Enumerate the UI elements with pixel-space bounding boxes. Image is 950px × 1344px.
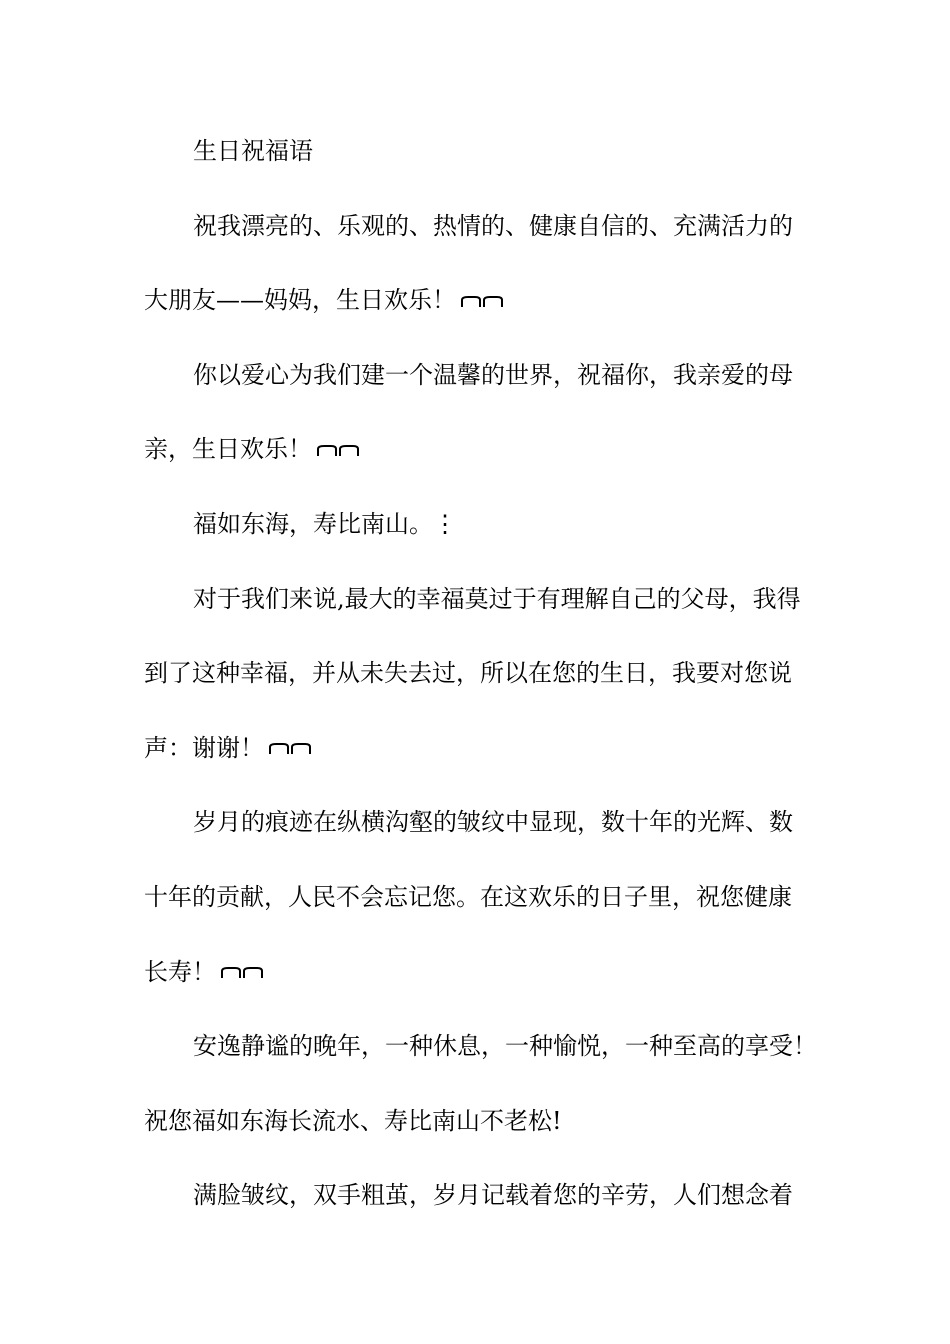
paragraph-line: 到了这种幸福，并从未失去过，所以在您的生日，我要对您说 bbox=[144, 659, 792, 688]
emoticon-glyph-icon bbox=[220, 966, 264, 980]
paragraph-line bbox=[144, 935, 808, 1010]
paragraph-line-text: 长寿！ bbox=[144, 957, 216, 986]
emoticon-glyph-icon bbox=[268, 742, 312, 756]
paragraph-line: 你以爱心为我们建一个温馨的世界，祝福你，我亲爱的母 bbox=[193, 360, 793, 389]
paragraph-line: 十年的贡献，人民不会忘记您。在这欢乐的日子里，祝您健康 bbox=[144, 882, 792, 911]
paragraph-line-text: 声：谢谢！ bbox=[144, 733, 264, 762]
paragraph-line bbox=[144, 711, 808, 786]
paragraph-line: 满脸皱纹，双手粗茧，岁月记载着您的辛劳，人们想念着 bbox=[193, 1181, 793, 1210]
document-title: 生日祝福语 bbox=[193, 137, 313, 165]
paragraph-line: 对于我们来说,最大的幸福莫过于有理解自己的父母，我得 bbox=[193, 584, 801, 613]
emoticon-glyph-icon bbox=[316, 444, 360, 458]
paragraph-line: 福如东海，寿比南山。⋮ bbox=[193, 509, 457, 538]
paragraph-line: 安逸静谧的晚年，一种休息，一种愉悦，一种至高的享受！ bbox=[193, 1032, 817, 1061]
paragraph-line-text: 大朋友——妈妈，生日欢乐！ bbox=[144, 286, 456, 315]
document-body bbox=[144, 114, 817, 1233]
paragraph-line: 岁月的痕迹在纵横沟壑的皱纹中显现，数十年的光辉、数 bbox=[193, 808, 793, 837]
paragraph-line-text: 亲，生日欢乐！ bbox=[144, 435, 312, 464]
paragraph-line bbox=[144, 412, 808, 487]
paragraph-line: 祝您福如东海长流水、寿比南山不老松! bbox=[144, 1106, 562, 1135]
emoticon-glyph-icon bbox=[460, 295, 504, 309]
paragraph-line bbox=[144, 263, 808, 338]
paragraph-line: 祝我漂亮的、乐观的、热情的、健康自信的、充满活力的 bbox=[193, 211, 793, 240]
